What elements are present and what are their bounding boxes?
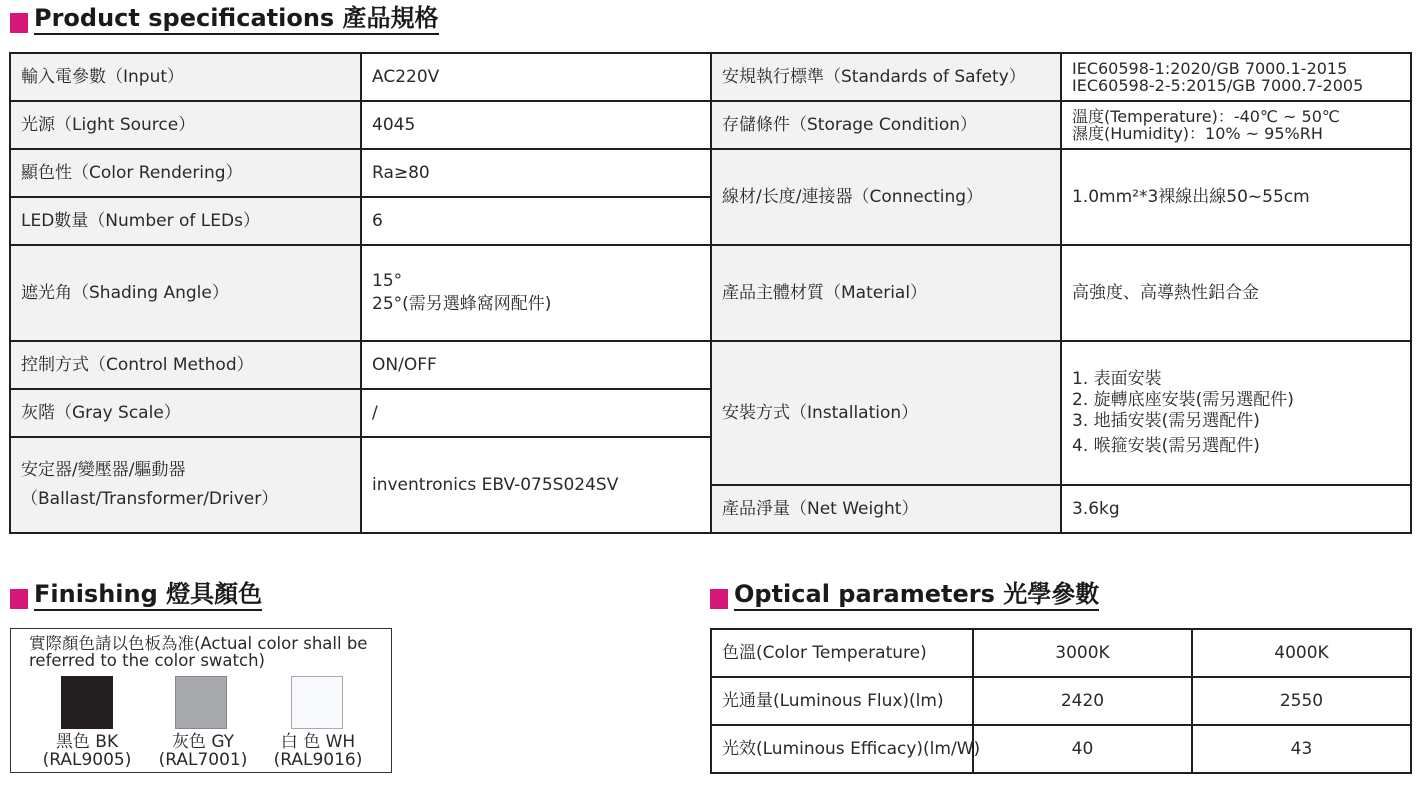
table-row: [10, 245, 711, 341]
table-row: [711, 101, 1411, 149]
spec-value-line: IEC60598-2-5:2015/GB 7000.7-2005: [1072, 76, 1364, 95]
optical-table: [710, 628, 1412, 774]
spec-value: /: [361, 389, 711, 437]
spec-value: Ra≥80: [361, 149, 711, 197]
spec-label: 控制方式（Control Method）: [10, 341, 361, 389]
spec-label: 產品主體材質（Material）: [711, 245, 1061, 341]
spec-value-line: 溫度(Temperature)：-40℃ ~ 50℃: [1072, 107, 1340, 126]
swatch-black: [61, 676, 113, 729]
spec-value: 1.0mm²*3裸線出線50~55cm: [1061, 149, 1411, 245]
spec-value: 3.6kg: [1061, 485, 1411, 533]
table-row: [711, 725, 1411, 773]
table-row: [711, 53, 1411, 101]
table-row: [711, 485, 1411, 533]
table-row: [10, 53, 711, 101]
optical-label: 色溫(Color Temperature): [711, 629, 973, 677]
spec-value: ON/OFF: [361, 341, 711, 389]
swatch-label: [138, 733, 268, 769]
spec-label: 輸入電參數（Input）: [10, 53, 361, 101]
spec-value-line: 25°(需另選蜂窩网配件): [372, 294, 552, 314]
spec-value-line: 2. 旋轉底座安裝(需另選配件): [1072, 390, 1294, 410]
spec-value-line: 15°: [372, 271, 403, 291]
table-row: [711, 245, 1411, 341]
table-row: [711, 629, 1411, 677]
spec-label: 線材/长度/連接器（Connecting）: [711, 149, 1061, 245]
table-row: [10, 341, 711, 389]
table-row: [711, 677, 1411, 725]
spec-heading: [10, 4, 439, 35]
spec-label: 光源（Light Source）: [10, 101, 361, 149]
spec-value: [1061, 101, 1411, 149]
optical-value: 2420: [973, 677, 1192, 725]
swatch-name: 黑色 BK: [55, 732, 119, 752]
table-row: [10, 197, 711, 245]
spec-value: 高強度、高導熱性鋁合金: [1061, 245, 1411, 341]
finishing-note: 實際顏色請以色板為准(Actual color shall be referred to the color swatch): [29, 634, 368, 670]
table-row: [711, 149, 1411, 245]
spec-value-line: 1. 表面安裝: [1072, 369, 1162, 389]
spec-label: 安規執行標準（Standards of Safety）: [711, 53, 1061, 101]
heading-marker: [10, 13, 28, 33]
spec-label: LED數量（Number of LEDs）: [10, 197, 361, 245]
swatch-gray: [175, 676, 227, 729]
spec-label: 灰階（Gray Scale）: [10, 389, 361, 437]
swatch-code: (RAL9005): [42, 750, 132, 770]
swatch-name: 白 色 WH: [280, 732, 356, 752]
table-row: [10, 101, 711, 149]
swatch-code: (RAL9016): [273, 750, 363, 770]
finishing-box: [10, 628, 392, 773]
optical-label: 光效(Luminous Efficacy)(lm/W): [711, 725, 973, 773]
spec-heading-text: Product specifications 產品規格: [34, 4, 439, 35]
optical-heading: [710, 580, 1099, 611]
swatch-name: 灰色 GY: [171, 732, 235, 752]
spec-value-line: 濕度(Humidity)：10% ~ 95%RH: [1072, 124, 1323, 143]
optical-heading-text: Optical parameters 光學參數: [734, 580, 1099, 611]
spec-label: 存儲條件（Storage Condition）: [711, 101, 1061, 149]
spec-value: inventronics EBV-075S024SV: [361, 437, 711, 533]
spec-value: [361, 245, 711, 341]
heading-marker: [10, 589, 28, 609]
finishing-heading-text: Finishing 燈具顏色: [34, 580, 262, 611]
optical-value: 4000K: [1192, 629, 1411, 677]
spec-table-left: [9, 52, 712, 534]
optical-value: 40: [973, 725, 1192, 773]
spec-label: [10, 437, 361, 533]
finishing-heading: [10, 580, 262, 611]
spec-label: 遮光角（Shading Angle）: [10, 245, 361, 341]
spec-value: [1061, 341, 1411, 485]
table-row: [711, 341, 1411, 485]
spec-value: AC220V: [361, 53, 711, 101]
spec-value-line: 4. 喉箍安裝(需另選配件): [1072, 436, 1260, 456]
optical-value: 43: [1192, 725, 1411, 773]
swatch-label: [22, 733, 152, 769]
swatch-label: [253, 733, 383, 769]
spec-value-line: IEC60598-1:2020/GB 7000.1-2015: [1072, 59, 1348, 78]
spec-label: 顯色性（Color Rendering）: [10, 149, 361, 197]
spec-value: 6: [361, 197, 711, 245]
spec-value-line: 3. 地插安裝(需另選配件): [1072, 411, 1260, 431]
spec-value: [1061, 53, 1411, 101]
swatch-white: [291, 676, 343, 729]
spec-label: 安裝方式（Installation）: [711, 341, 1061, 485]
table-row: [10, 149, 711, 197]
heading-marker: [710, 589, 728, 609]
table-row: [10, 437, 711, 533]
swatch-code: (RAL7001): [158, 750, 248, 770]
spec-label: 產品淨量（Net Weight）: [711, 485, 1061, 533]
optical-label: 光通量(Luminous Flux)(lm): [711, 677, 973, 725]
optical-value: 2550: [1192, 677, 1411, 725]
optical-value: 3000K: [973, 629, 1192, 677]
spec-value: 4045: [361, 101, 711, 149]
spec-label-line: （Ballast/Transformer/Driver）: [21, 489, 279, 509]
spec-table-right: [710, 52, 1412, 534]
spec-label-line: 安定器/變壓器/驅動器: [21, 460, 186, 480]
table-row: [10, 389, 711, 437]
